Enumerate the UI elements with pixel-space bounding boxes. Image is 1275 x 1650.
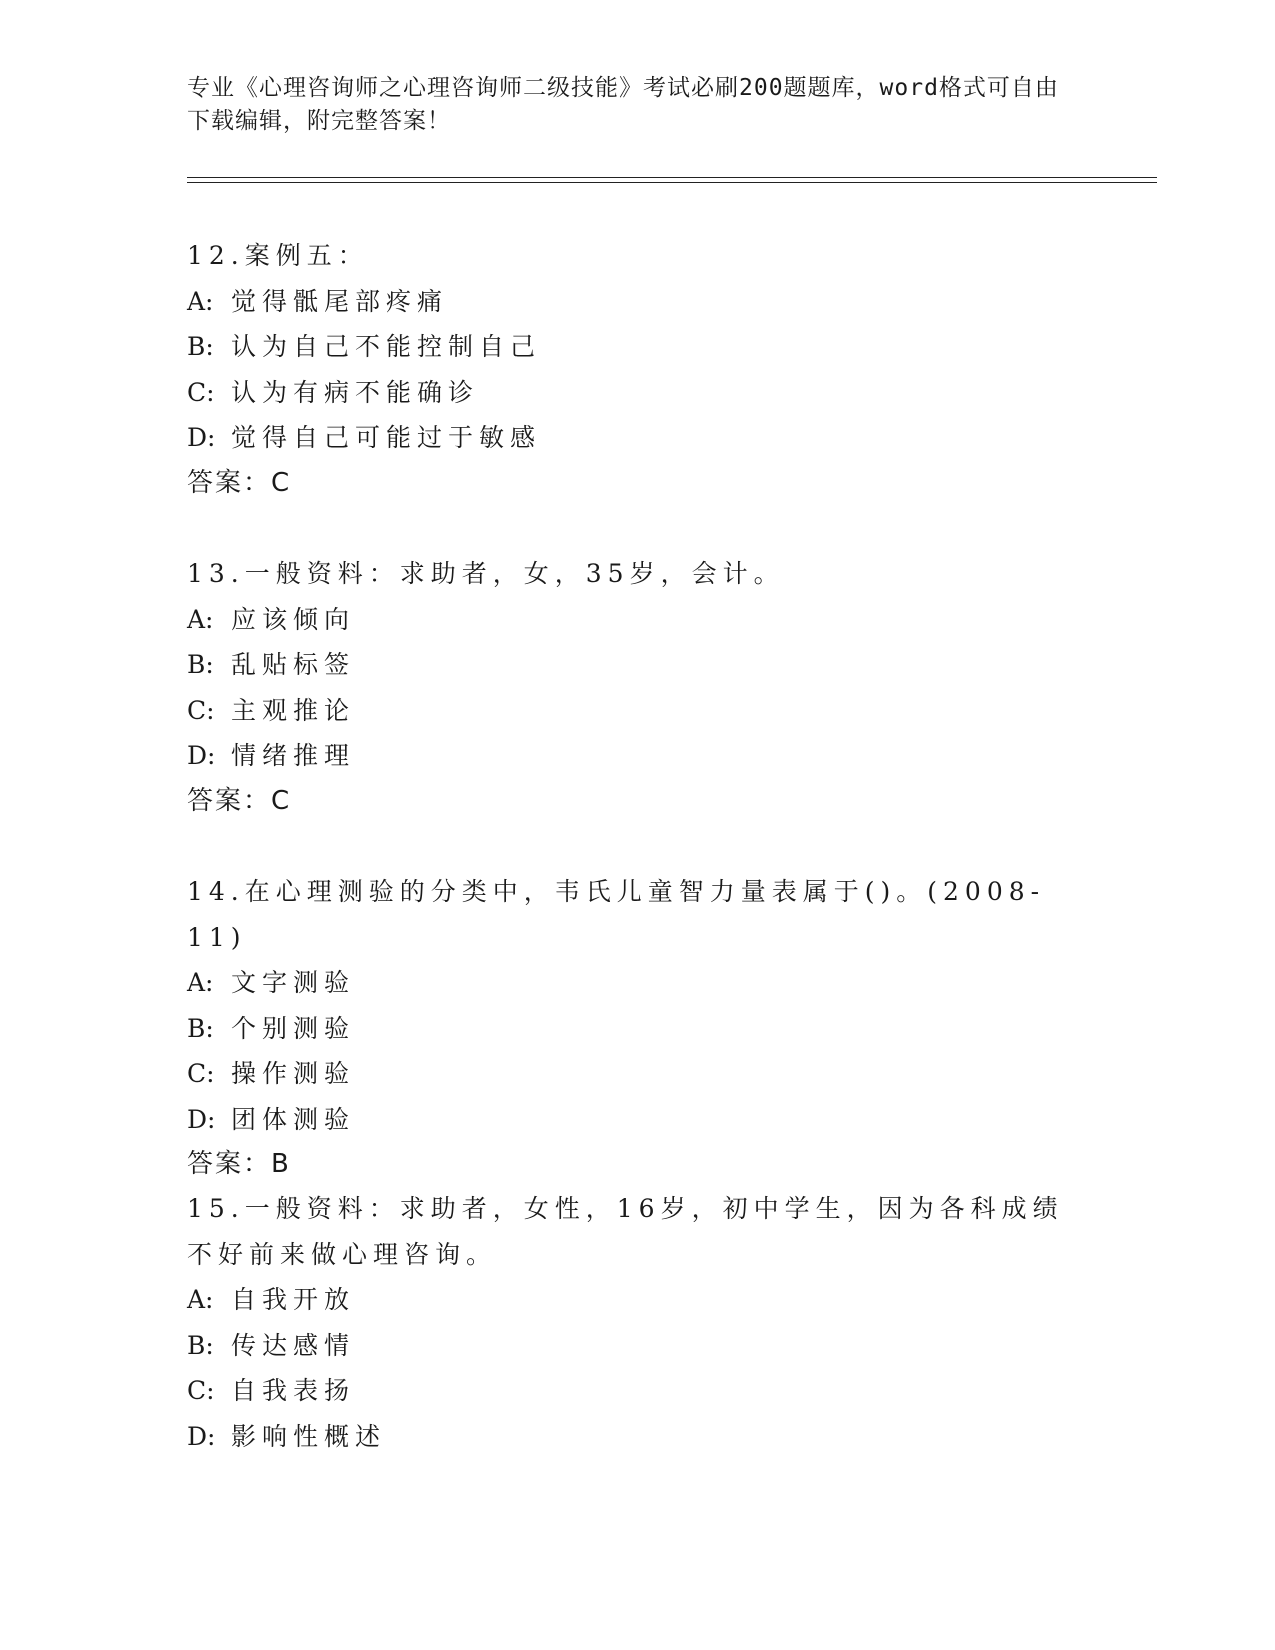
option-c: [187, 1051, 1087, 1097]
option-letter: D:: [187, 423, 216, 452]
option-text: 文字测验: [231, 968, 356, 997]
option-letter: C:: [187, 377, 215, 407]
option-text: 团体测验: [231, 1104, 356, 1134]
option-b: [187, 1006, 1087, 1052]
question-stem: 15.一般资料：求助者，女性，16岁，初中学生，因为各科成绩不好前来做心理咨询。: [187, 1194, 1064, 1269]
option-text: 个别测验: [231, 1013, 356, 1043]
option-b: [187, 1323, 1077, 1369]
answer: 答案：C: [187, 467, 292, 498]
option-text: 影响性概述: [231, 1421, 387, 1451]
option-text: 应该倾向: [231, 604, 356, 634]
option-d: [187, 415, 1087, 461]
option-text: 觉得骶尾部疼痛: [231, 286, 449, 316]
option-letter: A:: [187, 968, 214, 997]
option-text: 主观推论: [231, 695, 356, 725]
option-text: 乱贴标签: [231, 650, 356, 679]
option-text: 操作测验: [231, 1059, 356, 1088]
option-d: [187, 1097, 1087, 1143]
header-rule-bottom: [187, 182, 1157, 183]
header-rule-top: [187, 177, 1157, 178]
option-c: [187, 688, 1087, 734]
option-letter: C:: [187, 1376, 215, 1405]
question-15: [187, 1186, 1077, 1459]
document-header: 专业《心理咨询师之心理咨询师二级技能》考试必刷200题题库，word格式可自由下载编辑，附完整答案！: [187, 75, 1059, 134]
option-text: 认为有病不能确诊: [231, 377, 480, 407]
option-b: [187, 324, 1087, 370]
option-text: 自我开放: [231, 1285, 356, 1314]
option-b: [187, 642, 1087, 688]
option-letter: B:: [187, 332, 214, 361]
option-a: [187, 279, 1087, 325]
option-d: [187, 733, 1087, 779]
question-14: [187, 869, 1087, 1188]
option-letter: B:: [187, 1330, 214, 1360]
option-a: [187, 1277, 1077, 1323]
question-13: [187, 551, 1087, 824]
option-text: 自我表扬: [231, 1376, 356, 1405]
option-a: [187, 597, 1087, 643]
option-letter: A:: [187, 1285, 214, 1314]
option-letter: D:: [187, 1421, 216, 1451]
answer: 答案：B: [187, 1149, 291, 1179]
option-text: 传达感情: [231, 1330, 356, 1360]
question-12: [187, 233, 1087, 506]
option-a: [187, 960, 1087, 1006]
option-letter: D:: [187, 741, 216, 770]
question-stem: 13.一般资料：求助者，女，35岁，会计。: [187, 559, 785, 588]
option-letter: C:: [187, 695, 215, 725]
option-letter: B:: [187, 650, 214, 679]
option-text: 觉得自己可能过于敏感: [231, 423, 542, 452]
question-stem: 14.在心理测验的分类中，韦氏儿童智力量表属于()。(2008-11): [187, 877, 1046, 952]
option-letter: A:: [187, 604, 214, 634]
question-stem: 12.案例五：: [187, 241, 369, 270]
option-c: [187, 370, 1087, 416]
option-text: 情绪推理: [231, 741, 356, 770]
option-letter: A:: [187, 286, 214, 316]
option-letter: C:: [187, 1059, 215, 1088]
option-d: [187, 1414, 1077, 1460]
answer: 答案：C: [187, 785, 292, 816]
option-text: 认为自己不能控制自己: [231, 332, 542, 361]
option-c: [187, 1368, 1077, 1414]
option-letter: B:: [187, 1013, 214, 1043]
option-letter: D:: [187, 1104, 216, 1134]
